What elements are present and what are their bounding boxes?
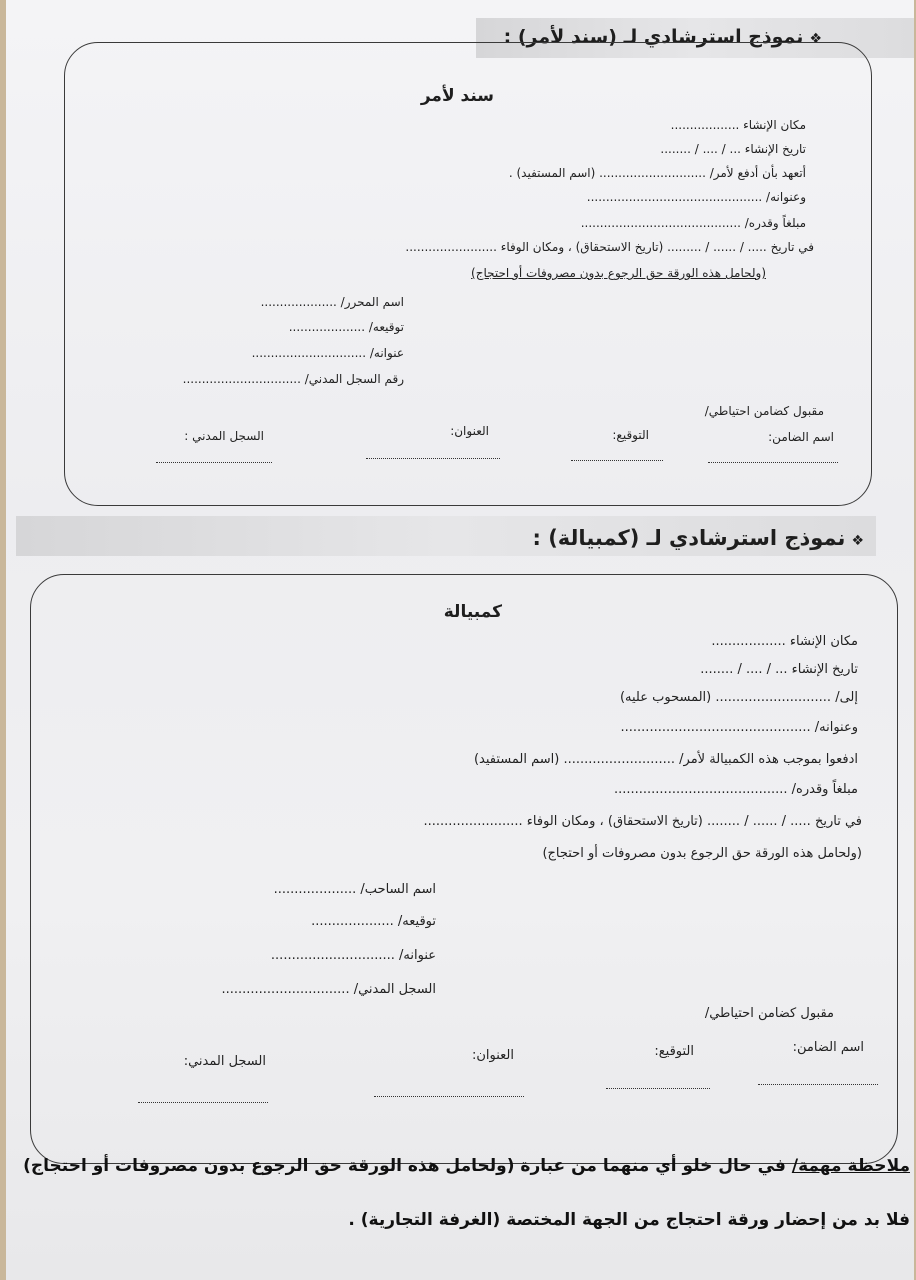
promissory-guarantor-col-id: السجل المدني :	[184, 429, 264, 443]
promissory-drawer-address: عنوانه/ ..............................	[251, 346, 404, 360]
bill-drawer-signature: توقيعه/ ....................	[311, 914, 436, 929]
promissory-line-4: وعنوانه/ ..............................................	[586, 190, 806, 204]
bill-guarantor-address-line	[374, 1096, 524, 1097]
bill-disclaimer: (ولحامل هذه الورقة حق الرجوع بدون مصروفات أو احتجاج)	[542, 846, 862, 861]
promissory-disclaimer: (ولحامل هذه الورقة حق الرجوع بدون مصروفات أو احتجاج)	[471, 266, 766, 280]
promissory-guarantor-col-name: اسم الضامن:	[768, 430, 834, 444]
promissory-guarantor-id-line	[156, 462, 272, 463]
bill-drawer-address: عنوانه/ ..............................	[270, 948, 436, 963]
diamond-bullet-icon: ❖	[851, 533, 864, 549]
promissory-drawer-name: اسم المحرر/ ....................	[260, 295, 404, 309]
bill-guarantor-id-line	[138, 1102, 268, 1103]
important-note-line-2: فلا بد من إحضار ورقة احتجاج من الجهة المختصة (الغرفة التجارية) .	[348, 1210, 910, 1230]
important-note-label: ملاحظة مهمة/	[791, 1156, 910, 1176]
bill-line-3: إلى/ ............................ (المسحوب عليه)	[619, 690, 858, 705]
promissory-guarantor-signature-line	[571, 460, 663, 461]
bill-line-2: تاريخ الإنشاء ... / .... / ........	[700, 662, 858, 677]
bill-line-5: ادفعوا بموجب هذه الكمبيالة لأمر/ ........................... (اسم المستفيد)	[473, 752, 858, 767]
bill-line-6: مبلغاً وقدره/ ..........................................	[613, 782, 858, 797]
promissory-guarantor-col-address: العنوان:	[450, 424, 489, 438]
bill-line-4: وعنوانه/ ..............................................	[620, 720, 858, 735]
section-heading-promissory: ❖نموذج استرشادي لـ (سند لأمر) :	[503, 26, 822, 48]
important-note-line-1	[23, 1156, 910, 1176]
promissory-drawer-signature: توقيعه/ ....................	[288, 320, 404, 334]
bill-guarantor-col-id: السجل المدني:	[183, 1054, 266, 1069]
bill-form-title: كمبيالة	[443, 602, 502, 622]
promissory-line-1: مكان الإنشاء ..................	[670, 118, 806, 132]
bill-guarantor-col-name: اسم الضامن:	[792, 1040, 864, 1055]
bill-guarantor-signature-line	[606, 1088, 710, 1089]
promissory-line-6: في تاريخ ..... / ...... / ......... (تاريخ الاستحقاق) ، ومكان الوفاء ........................	[405, 240, 814, 254]
bill-guarantor-col-address: العنوان:	[471, 1048, 514, 1063]
promissory-guarantor-name-line	[708, 462, 838, 463]
bill-drawer-id: السجل المدني/ ...............................	[221, 982, 436, 997]
diamond-bullet-icon: ❖	[809, 31, 822, 47]
bill-line-1: مكان الإنشاء ..................	[711, 634, 858, 649]
bill-guarantor-title: مقبول كضامن احتياطي/	[704, 1006, 834, 1021]
promissory-drawer-id: رقم السجل المدني/ ...............................	[182, 372, 404, 386]
promissory-line-2: تاريخ الإنشاء ... / .... / ........	[660, 142, 806, 156]
important-note-text-1: في حال خلو أي منهما من عبارة (ولحامل هذه الورقة حق الرجوع بدون مصروفات أو احتجاج)	[23, 1156, 786, 1176]
promissory-line-3: أتعهد بأن أدفع لأمر/ ............................ (اسم المستفيد) .	[508, 166, 806, 180]
promissory-guarantor-title: مقبول كضامن احتياطي/	[704, 404, 824, 418]
section-heading-bill: ❖نموذج استرشادي لـ (كمبيالة) :	[532, 526, 864, 550]
bill-guarantor-name-line	[758, 1084, 878, 1085]
bill-guarantor-col-signature: التوقيع:	[654, 1044, 694, 1059]
bill-drawer-name: اسم الساحب/ ....................	[273, 882, 436, 897]
promissory-form-title: سند لأمر	[420, 86, 494, 106]
document-sheet	[6, 0, 914, 1280]
promissory-line-5: مبلغاً وقدره/ ..........................................	[580, 216, 806, 230]
promissory-guarantor-address-line	[366, 458, 500, 459]
promissory-guarantor-col-signature: التوقيع:	[612, 428, 649, 442]
bill-line-7: في تاريخ ..... / ...... / ........ (تاريخ الاستحقاق) ، ومكان الوفاء ........................	[423, 814, 862, 829]
